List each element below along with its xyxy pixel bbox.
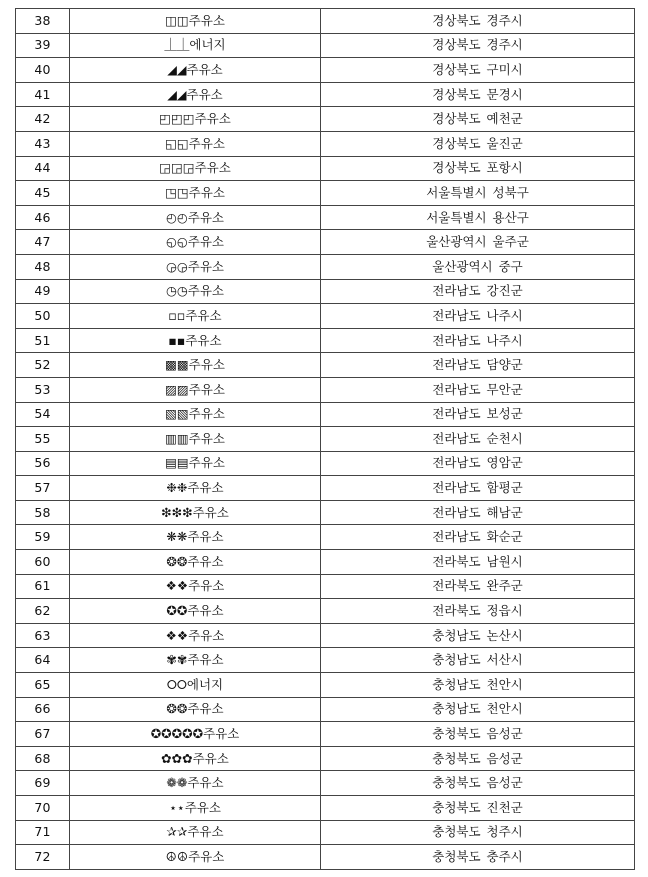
region-cell: 전라남도 담양군	[321, 353, 635, 378]
table-row	[16, 427, 635, 452]
station-name-cell: ❇❇❇주유소	[70, 500, 321, 525]
region-cell: 서울특별시 용산구	[321, 205, 635, 230]
table-row	[16, 599, 635, 624]
table-row	[16, 181, 635, 206]
station-name-cell: ☮☮주유소	[70, 845, 321, 870]
station-name-cell: ❂❂주유소	[70, 697, 321, 722]
row-number-cell: 61	[16, 574, 70, 599]
station-name-cell: ◳◳주유소	[70, 181, 321, 206]
table-row	[16, 353, 635, 378]
row-number-cell: 54	[16, 402, 70, 427]
region-cell: 충청남도 천안시	[321, 697, 635, 722]
station-name-cell: ❉❉주유소	[70, 476, 321, 501]
region-cell: 전라남도 보성군	[321, 402, 635, 427]
table-row	[16, 845, 635, 870]
row-number-cell: 60	[16, 550, 70, 575]
row-number-cell: 40	[16, 58, 70, 83]
region-cell: 울산광역시 중구	[321, 254, 635, 279]
region-cell: 울산광역시 울주군	[321, 230, 635, 255]
region-cell: 전라북도 정읍시	[321, 599, 635, 624]
station-name-cell: ◫◫주유소	[70, 9, 321, 34]
station-table	[15, 8, 635, 870]
station-name-cell: ▫▫주유소	[70, 304, 321, 329]
row-number-cell: 58	[16, 500, 70, 525]
table-row	[16, 796, 635, 821]
station-name-cell: ▩▩주유소	[70, 353, 321, 378]
table-row	[16, 451, 635, 476]
station-name-cell: ◷◷주유소	[70, 279, 321, 304]
region-cell: 전라남도 강진군	[321, 279, 635, 304]
station-name-cell: ◵◵주유소	[70, 230, 321, 255]
station-name-cell: ◱◱주유소	[70, 131, 321, 156]
row-number-cell: 41	[16, 82, 70, 107]
row-number-cell: 43	[16, 131, 70, 156]
region-cell: 충청북도 진천군	[321, 796, 635, 821]
table-row	[16, 107, 635, 132]
table-row	[16, 648, 635, 673]
row-number-cell: 68	[16, 746, 70, 771]
table-row	[16, 673, 635, 698]
row-number-cell: 66	[16, 697, 70, 722]
station-name-cell: ✰✰주유소	[70, 820, 321, 845]
station-name-cell: ◰◰◰주유소	[70, 107, 321, 132]
station-name-cell: ▪▪주유소	[70, 328, 321, 353]
table-row	[16, 156, 635, 181]
row-number-cell: 50	[16, 304, 70, 329]
table-row	[16, 279, 635, 304]
row-number-cell: 46	[16, 205, 70, 230]
station-name-cell: ⭘⭘에너지	[70, 673, 321, 698]
region-cell: 경상북도 울진군	[321, 131, 635, 156]
region-cell: 전라북도 남원시	[321, 550, 635, 575]
station-name-cell: ✿✿✿주유소	[70, 746, 321, 771]
station-name-cell: ✾✾주유소	[70, 648, 321, 673]
table-row	[16, 771, 635, 796]
table-row	[16, 205, 635, 230]
row-number-cell: 39	[16, 33, 70, 58]
station-name-cell: ❖❖주유소	[70, 623, 321, 648]
region-cell: 충청남도 논산시	[321, 623, 635, 648]
region-cell: 충청북도 음성군	[321, 771, 635, 796]
region-cell: 전라북도 완주군	[321, 574, 635, 599]
row-number-cell: 49	[16, 279, 70, 304]
row-number-cell: 44	[16, 156, 70, 181]
row-number-cell: 53	[16, 377, 70, 402]
station-name-cell: ❁❁주유소	[70, 771, 321, 796]
row-number-cell: 65	[16, 673, 70, 698]
table-row	[16, 9, 635, 34]
row-number-cell: 70	[16, 796, 70, 821]
table-row	[16, 328, 635, 353]
region-cell: 충청북도 음성군	[321, 746, 635, 771]
station-name-cell: ▥▥주유소	[70, 427, 321, 452]
table-body	[16, 9, 635, 870]
station-name-cell: ▧▧주유소	[70, 402, 321, 427]
region-cell: 서울특별시 성북구	[321, 181, 635, 206]
table-row	[16, 33, 635, 58]
row-number-cell: 48	[16, 254, 70, 279]
region-cell: 충청남도 천안시	[321, 673, 635, 698]
row-number-cell: 64	[16, 648, 70, 673]
row-number-cell: 72	[16, 845, 70, 870]
row-number-cell: 67	[16, 722, 70, 747]
station-name-cell: ◴◴주유소	[70, 205, 321, 230]
table-row	[16, 550, 635, 575]
row-number-cell: 56	[16, 451, 70, 476]
table-row	[16, 525, 635, 550]
table-row	[16, 377, 635, 402]
region-cell: 전라남도 함평군	[321, 476, 635, 501]
region-cell: 경상북도 포항시	[321, 156, 635, 181]
table-row	[16, 82, 635, 107]
region-cell: 경상북도 구미시	[321, 58, 635, 83]
table-row	[16, 304, 635, 329]
row-number-cell: 71	[16, 820, 70, 845]
table-row	[16, 722, 635, 747]
row-number-cell: 42	[16, 107, 70, 132]
station-name-cell: ❂❂주유소	[70, 550, 321, 575]
row-number-cell: 55	[16, 427, 70, 452]
station-name-cell: ▤▤주유소	[70, 451, 321, 476]
table-row	[16, 476, 635, 501]
row-number-cell: 69	[16, 771, 70, 796]
table-row	[16, 574, 635, 599]
region-cell: 충청북도 음성군	[321, 722, 635, 747]
region-cell: 전라남도 무안군	[321, 377, 635, 402]
region-cell: 전라남도 나주시	[321, 304, 635, 329]
region-cell: 전라남도 영암군	[321, 451, 635, 476]
region-cell: 전라남도 순천시	[321, 427, 635, 452]
station-name-cell: ✪✪✪✪✪주유소	[70, 722, 321, 747]
region-cell: 경상북도 예천군	[321, 107, 635, 132]
table-row	[16, 58, 635, 83]
region-cell: 전라남도 해남군	[321, 500, 635, 525]
table-row	[16, 230, 635, 255]
station-name-cell: ◢◢주유소	[70, 58, 321, 83]
table-row	[16, 254, 635, 279]
region-cell: 경상북도 경주시	[321, 33, 635, 58]
region-cell: 전라남도 화순군	[321, 525, 635, 550]
region-cell: 경상북도 문경시	[321, 82, 635, 107]
row-number-cell: 51	[16, 328, 70, 353]
station-name-cell: ❋❋주유소	[70, 525, 321, 550]
table-row	[16, 697, 635, 722]
table-row	[16, 402, 635, 427]
station-name-cell: ⏊⏊에너지	[70, 33, 321, 58]
station-name-cell: ❖❖주유소	[70, 574, 321, 599]
table-row	[16, 623, 635, 648]
table-row	[16, 820, 635, 845]
row-number-cell: 45	[16, 181, 70, 206]
station-name-cell: ⋆⋆주유소	[70, 796, 321, 821]
station-name-cell: ◶◶주유소	[70, 254, 321, 279]
region-cell: 충청북도 충주시	[321, 845, 635, 870]
table-row	[16, 746, 635, 771]
row-number-cell: 59	[16, 525, 70, 550]
station-name-cell: ▨▨주유소	[70, 377, 321, 402]
table-row	[16, 131, 635, 156]
row-number-cell: 47	[16, 230, 70, 255]
region-cell: 충청북도 청주시	[321, 820, 635, 845]
station-name-cell: ◲◲◲주유소	[70, 156, 321, 181]
row-number-cell: 62	[16, 599, 70, 624]
station-name-cell: ◢◢주유소	[70, 82, 321, 107]
table-row	[16, 500, 635, 525]
row-number-cell: 57	[16, 476, 70, 501]
row-number-cell: 63	[16, 623, 70, 648]
row-number-cell: 38	[16, 9, 70, 34]
region-cell: 전라남도 나주시	[321, 328, 635, 353]
region-cell: 경상북도 경주시	[321, 9, 635, 34]
row-number-cell: 52	[16, 353, 70, 378]
station-name-cell: ✪✪주유소	[70, 599, 321, 624]
region-cell: 충청남도 서산시	[321, 648, 635, 673]
